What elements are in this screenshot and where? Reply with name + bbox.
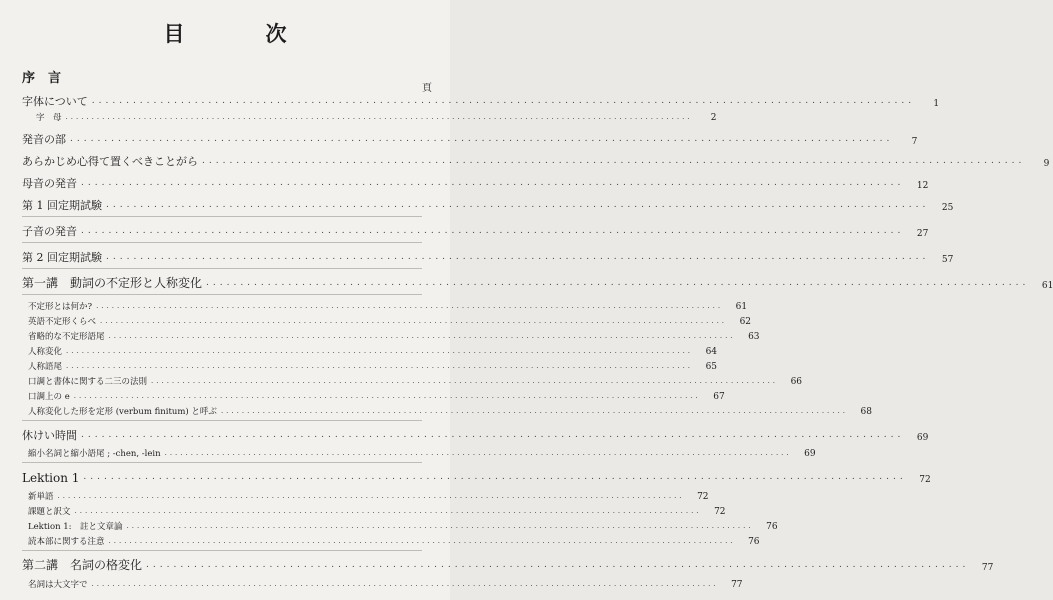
- toc-leader-dots: ........................................................................................................................: [100, 317, 728, 325]
- toc-entry: [22, 175, 929, 191]
- toc-leader-dots: ........................................................................................................................: [91, 96, 916, 106]
- toc-leader-dots: ........................................................................................................................: [164, 449, 792, 457]
- toc-leader-dots: ........................................................................................................................: [108, 332, 736, 340]
- toc-entry-title: 省略的な不定形語尾: [28, 332, 105, 342]
- toc-leader-dots: ........................................................................................................................: [108, 537, 736, 545]
- toc-entry-title: 課題と訳文: [28, 507, 71, 517]
- toc-leader-dots: ........................................................................................................................: [81, 178, 905, 188]
- section-divider: [22, 268, 422, 269]
- section-divider: [22, 294, 422, 295]
- toc-entry-page: 12: [916, 181, 929, 191]
- section-divider: [22, 242, 422, 243]
- toc-list: [22, 93, 1053, 590]
- toc-entry-title: 名詞は大文字で: [28, 580, 88, 590]
- toc-entry-title: 人称変化した形を定形 (verbum finitum) と呼ぶ: [28, 407, 217, 417]
- toc-entry-page: 76: [766, 522, 778, 532]
- toc-entry-page: 9: [1043, 159, 1050, 169]
- toc-entry-page: 65: [705, 362, 718, 372]
- toc-leader-dots: ........................................................................................................................: [66, 347, 694, 355]
- toc-leader-dots: ........................................................................................................................: [91, 580, 719, 588]
- section-divider: [22, 462, 422, 463]
- toc-entry-title: 第二講 名詞の格変化: [22, 558, 143, 572]
- toc-entry-page: 69: [804, 449, 816, 459]
- toc-leader-dots: ........................................................................................................................: [151, 377, 779, 385]
- toc-entry-title: 第一講 動詞の不定形と人称変化: [22, 276, 203, 290]
- toc-entry: [22, 576, 743, 590]
- toc-leader-dots: ........................................................................................................................: [96, 302, 724, 310]
- toc-entry-title: 子音の発音: [22, 225, 77, 238]
- toc-entry: [22, 469, 931, 485]
- toc-entry: [22, 109, 717, 123]
- toc-leader-dots: ........................................................................................................................: [83, 472, 907, 482]
- toc-entry-page: 69: [916, 433, 929, 443]
- toc-entry: [22, 518, 778, 532]
- preface-heading: 序 言: [22, 71, 62, 86]
- toc-leader-dots: ........................................................................................................................: [57, 492, 685, 500]
- toc-leader-dots: ........................................................................................................................: [202, 156, 1026, 166]
- toc-entry-page: 76: [748, 537, 760, 547]
- toc-entry-title: 不定形とは何か?: [28, 302, 93, 312]
- page-title: 目 次: [163, 21, 317, 46]
- toc-entry: [22, 427, 929, 443]
- toc-entry-page: 66: [790, 377, 803, 387]
- section-divider: [22, 216, 422, 217]
- toc-entry-title: Lektion 1: [22, 471, 80, 485]
- toc-entry-title: 縮小名詞と縮小語尾 ; -chen, -lein: [28, 449, 161, 459]
- toc-entry-page: 72: [919, 475, 931, 485]
- toc-leader-dots: ........................................................................................................................: [73, 392, 701, 400]
- toc-entry: [22, 275, 1053, 291]
- toc-entry: [22, 313, 752, 327]
- toc-entry-title: 人称語尾: [28, 362, 63, 372]
- toc-entry-title: 人称変化: [28, 347, 63, 357]
- toc-entry-title: 新単語: [28, 492, 54, 502]
- toc-entry-page: 1: [933, 99, 940, 109]
- toc-leader-dots: ........................................................................................................................: [81, 226, 905, 236]
- toc-entry-page: 57: [941, 255, 954, 265]
- toc-entry: [22, 249, 954, 265]
- toc-entry: [22, 533, 760, 547]
- page-column-label: 頁: [422, 83, 432, 94]
- toc-entry: [22, 373, 803, 387]
- toc-entry-title: Lektion 1: 註と文章論: [28, 522, 123, 532]
- toc-entry-title: 母音の発音: [22, 177, 77, 190]
- toc-entry: [22, 358, 718, 372]
- toc-entry-page: 7: [911, 137, 918, 147]
- toc-entry-title: 発音の部: [22, 133, 66, 146]
- toc-entry-title: あらかじめ心得て置くべきことがら: [22, 155, 198, 168]
- toc-entry-page: 62: [739, 317, 752, 327]
- toc-entry-page: 72: [714, 507, 726, 517]
- toc-entry-page: 77: [731, 580, 743, 590]
- toc-entry: [22, 223, 929, 239]
- toc-entry: [22, 488, 709, 502]
- toc-entry: [22, 343, 718, 357]
- toc-entry-page: 61: [735, 302, 748, 312]
- toc-entry: [22, 131, 918, 147]
- toc-entry-title: 第 1 回定期試験: [22, 199, 102, 212]
- toc-leader-dots: ........................................................................................................................: [220, 407, 848, 415]
- toc-entry: [22, 403, 872, 417]
- toc-entry: [22, 298, 748, 312]
- toc-leader-dots: ........................................................................................................................: [106, 252, 930, 262]
- section-divider: [22, 420, 422, 421]
- toc-entry-page: 64: [705, 347, 718, 357]
- toc-leader-dots: ........................................................................................................................: [126, 522, 754, 530]
- toc-entry: [22, 328, 760, 342]
- toc-entry: [22, 445, 816, 459]
- toc-leader-dots: ........................................................................................................................: [106, 200, 930, 210]
- toc-entry-page: 77: [981, 563, 994, 573]
- toc-leader-dots: ........................................................................................................................: [206, 278, 1030, 288]
- toc-entry: [22, 503, 726, 517]
- toc-entry-page: 72: [697, 492, 709, 502]
- toc-entry-page: 63: [748, 332, 760, 342]
- toc-entry-page: 25: [941, 203, 954, 213]
- toc-entry: [22, 93, 940, 109]
- section-divider: [22, 550, 422, 551]
- toc-entry-page: 61: [1041, 281, 1053, 291]
- toc-entry-title: 口調上の e: [28, 392, 70, 402]
- toc-leader-dots: ........................................................................................................................: [66, 362, 694, 370]
- toc-entry: [22, 197, 954, 213]
- toc-leader-dots: ........................................................................................................................: [81, 430, 905, 440]
- toc-leader-dots: ........................................................................................................................: [70, 134, 894, 144]
- toc-entry-page: 67: [713, 392, 725, 402]
- toc-entry-page: 27: [916, 229, 929, 239]
- toc-entry-page: 2: [710, 113, 717, 123]
- toc-entry-title: 休けい時間: [22, 429, 77, 442]
- toc-entry: [22, 153, 1050, 169]
- toc-entry-title: 口調と書体に関する二三の法則: [28, 377, 148, 387]
- toc-entry-page: 68: [860, 407, 872, 417]
- toc-entry-title: 字体について: [22, 95, 88, 108]
- toc-leader-dots: ........................................................................................................................: [146, 560, 970, 570]
- toc-entry: [22, 557, 994, 573]
- toc-entry-title: 字 母: [36, 113, 62, 123]
- toc-leader-dots: ........................................................................................................................: [65, 113, 693, 121]
- toc-entry-title: 第 2 回定期試験: [22, 251, 102, 264]
- toc-entry-title: 英語不定形くらべ: [28, 317, 97, 327]
- toc-entry: [22, 388, 725, 402]
- toc-entry-title: 読本部に関する注意: [28, 537, 105, 547]
- toc-leader-dots: ........................................................................................................................: [74, 507, 702, 515]
